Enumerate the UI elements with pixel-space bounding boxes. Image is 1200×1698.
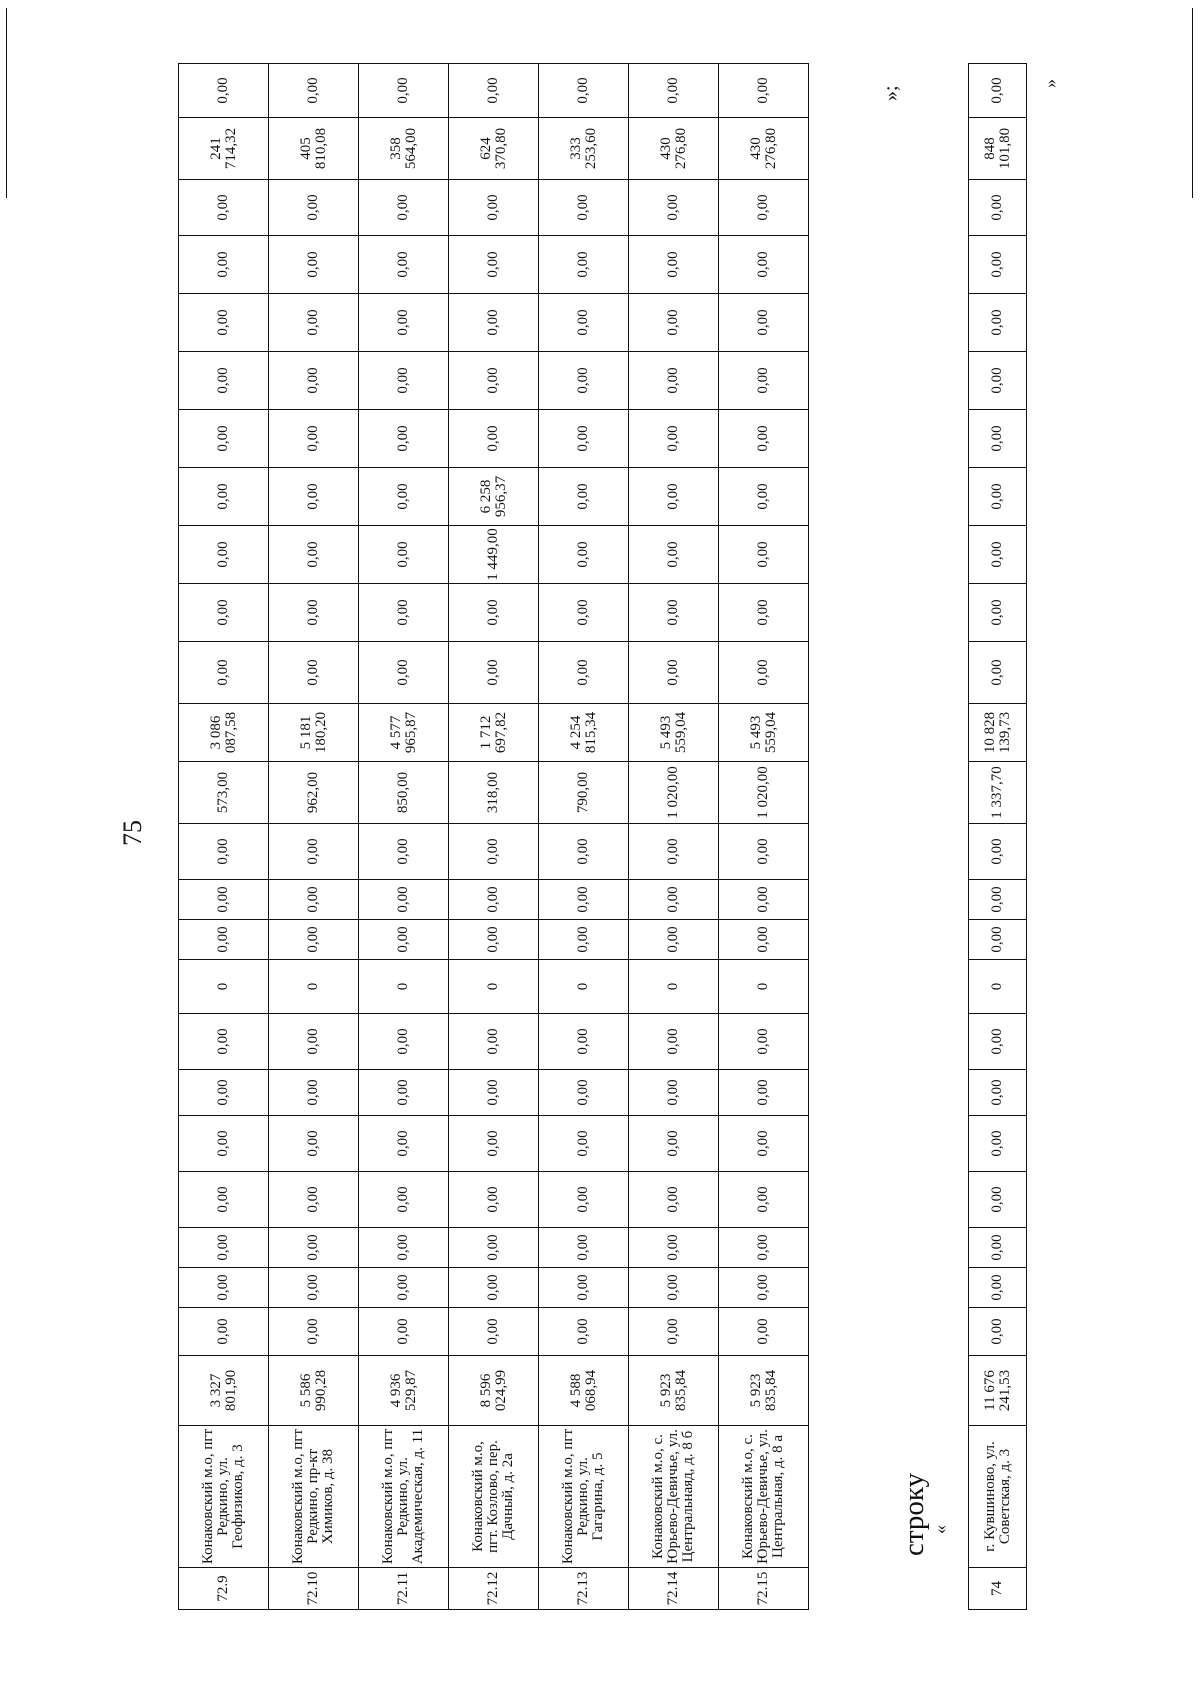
table-cell: 0,00 [359,1268,449,1308]
table-cell: 0,00 [539,642,629,704]
table-cell: 0,00 [629,1308,719,1356]
main-table [178,63,809,1610]
table-cell: 0,00 [269,920,359,960]
table-cell: 0,00 [359,294,449,352]
table-cell: 6 258 956,37 [449,468,539,526]
table-cell: 0,00 [269,1228,359,1268]
table-cell: 0,00 [719,236,809,294]
table-cell: 0,00 [629,352,719,410]
table-cell: 0,00 [359,352,449,410]
table-cell: 0,00 [449,1268,539,1308]
table-cell: 0,00 [629,526,719,584]
table-cell: 405 810,08 [269,118,359,180]
table-cell: 0,00 [629,642,719,704]
table-cell: 0,00 [629,410,719,468]
table-cell: 0,00 [179,236,269,294]
table-cell: 1 712 697,82 [449,704,539,762]
table-cell: 0,00 [629,468,719,526]
table-cell: 0,00 [449,1228,539,1268]
table-cell: 0,00 [179,64,269,118]
table-cell: 0,00 [539,236,629,294]
table-cell: 850,00 [359,762,449,824]
table-cell: 0,00 [719,920,809,960]
table-cell: 0,00 [629,1172,719,1228]
table-cell: 0,00 [539,1228,629,1268]
table-cell: 0,00 [969,468,1027,526]
table-cell: 1 449,00 [449,526,539,584]
table-cell: 0,00 [449,1172,539,1228]
table-cell: 0,00 [449,410,539,468]
table-cell: 5 493 559,04 [629,704,719,762]
table-cell: 0,00 [269,294,359,352]
table-cell: 0,00 [629,1228,719,1268]
table-cell: 8 596 024,99 [449,1356,539,1426]
row-address: Конаковский м.о, пгт Редкино, ул. Академическая, д. 11 [359,1426,449,1568]
table-cell: 0,00 [539,180,629,236]
table-cell: 5 923 835,84 [719,1356,809,1426]
table-cell: 0,00 [179,1228,269,1268]
table-cell: 0,00 [269,352,359,410]
table-cell: 0,00 [269,1070,359,1116]
table-cell: 0,00 [719,1172,809,1228]
table-cell: 0,00 [969,1070,1027,1116]
table-cell: 0,00 [269,526,359,584]
row-74-table-body [969,64,1027,1610]
table-cell: 0,00 [719,1228,809,1268]
table-cell: 0,00 [359,180,449,236]
row-address: Конаковский м.о, пгт. Козлово, пер. Дачный, д. 2а [449,1426,539,1568]
table-cell: 0,00 [179,352,269,410]
table-cell: 0,00 [719,352,809,410]
table-cell: 333 253,60 [539,118,629,180]
table-cell: 0,00 [359,236,449,294]
close-quote-2: » [1040,79,1060,88]
table-cell: 0,00 [179,880,269,920]
table-cell: 0,00 [359,468,449,526]
table-cell: 0,00 [179,180,269,236]
table-cell: 0,00 [969,880,1027,920]
table-cell: 0,00 [359,1308,449,1356]
table-cell: 0,00 [629,920,719,960]
table-cell: 0,00 [719,1070,809,1116]
table-cell: 0,00 [969,64,1027,118]
table-cell: 0,00 [719,1014,809,1070]
table-cell: 5 586 990,28 [269,1356,359,1426]
insert-row-label: строку [898,1472,930,1556]
table-row [359,64,449,1610]
table-cell: 0,00 [969,1172,1027,1228]
table-row [269,64,359,1610]
table-cell: 5 181 180,20 [269,704,359,762]
table-cell: 0 [719,960,809,1014]
table-cell: 0,00 [179,1014,269,1070]
table-cell: 0,00 [969,180,1027,236]
table-row [719,64,809,1610]
table-cell: 0,00 [969,642,1027,704]
table-cell: 0,00 [449,920,539,960]
table-cell: 0,00 [269,1172,359,1228]
table-cell: 0,00 [539,880,629,920]
table-cell: 624 370,80 [449,118,539,180]
row-address: Конаковский м.о, пгт Редкино, ул. Геофизиков, д. 3 [179,1426,269,1568]
table-row [969,64,1027,1610]
table-cell: 3 086 087,58 [179,704,269,762]
table-cell: 0,00 [269,1308,359,1356]
table-cell: 0,00 [969,236,1027,294]
table-cell: 0,00 [969,1228,1027,1268]
table-cell: 430 276,80 [719,118,809,180]
table-cell: 0,00 [629,1070,719,1116]
table-cell: 0,00 [269,410,359,468]
table-cell: 0,00 [629,1116,719,1172]
table-cell: 0,00 [269,468,359,526]
table-cell: 0,00 [539,1268,629,1308]
table-cell: 0,00 [449,642,539,704]
table-cell: 0,00 [629,294,719,352]
table-cell: 0,00 [359,1014,449,1070]
table-cell: 0,00 [969,352,1027,410]
table-cell: 0 [179,960,269,1014]
table-cell: 0,00 [539,1070,629,1116]
table-cell: 0,00 [179,294,269,352]
table-cell: 0,00 [359,1228,449,1268]
row-number: 72.14 [629,1568,719,1610]
table-cell: 0,00 [969,1308,1027,1356]
table-cell: 0,00 [969,1116,1027,1172]
table-cell: 4 936 529,87 [359,1356,449,1426]
table-cell: 0,00 [179,1172,269,1228]
table-cell: 0,00 [449,352,539,410]
table-cell: 0,00 [359,920,449,960]
table-cell: 0,00 [269,236,359,294]
table-cell: 1 337,70 [969,762,1027,824]
row-number: 72.15 [719,1568,809,1610]
table-cell: 0,00 [449,1070,539,1116]
row-74-table [968,63,1027,1610]
table-cell: 10 828 139,73 [969,704,1027,762]
table-cell: 0,00 [179,642,269,704]
table-cell: 0,00 [719,468,809,526]
row-number: 72.9 [179,1568,269,1610]
row-address: Конаковский м.о, с. Юрьево-Девичье, ул. Центральнаяд, д. 8 б [629,1426,719,1568]
table-cell: 4 588 068,94 [539,1356,629,1426]
table-cell: 0,00 [449,64,539,118]
table-cell: 0,00 [969,294,1027,352]
main-table-body [179,64,809,1610]
table-cell: 0,00 [449,1014,539,1070]
table-cell: 0,00 [719,180,809,236]
table-cell: 0 [629,960,719,1014]
table-cell: 0,00 [179,920,269,960]
table-cell: 0,00 [719,526,809,584]
table-cell: 573,00 [179,762,269,824]
table-cell: 0,00 [539,1308,629,1356]
top-right-rule [6,8,7,198]
row-address: г. Кувшиново, ул. Советская, д. 3 [969,1426,1027,1568]
row-number: 72.12 [449,1568,539,1610]
table-cell: 0,00 [629,824,719,880]
table-cell: 0 [449,960,539,1014]
table-cell: 0,00 [359,1070,449,1116]
table-cell: 0,00 [449,294,539,352]
table-cell: 0,00 [539,64,629,118]
table-cell: 0,00 [359,880,449,920]
table-cell: 962,00 [269,762,359,824]
table-cell: 0,00 [969,526,1027,584]
table-cell: 0,00 [359,410,449,468]
row-address: Конаковский м.о, пгт Редкино, ул. Гагарина, д. 5 [539,1426,629,1568]
table-row [629,64,719,1610]
table-cell: 0,00 [539,294,629,352]
table-cell: 0,00 [969,1014,1027,1070]
table-cell: 0,00 [719,824,809,880]
table-cell: 0,00 [449,880,539,920]
table-cell: 11 676 241,53 [969,1356,1027,1426]
table-cell: 0,00 [179,526,269,584]
table-cell: 0,00 [359,1116,449,1172]
table-cell: 0,00 [719,294,809,352]
row-address: Конаковский м.о, пгт Редкино, пр-кт Химиков, д. 38 [269,1426,359,1568]
table-cell: 0,00 [719,1308,809,1356]
table-cell: 5 493 559,04 [719,704,809,762]
table-cell: 0,00 [539,410,629,468]
table-cell: 0 [359,960,449,1014]
table-cell: 0,00 [269,824,359,880]
row-number: 72.13 [539,1568,629,1610]
table-cell: 0,00 [449,1308,539,1356]
row-number: 74 [969,1568,1027,1610]
table-cell: 0,00 [539,920,629,960]
table-cell: 0,00 [969,1268,1027,1308]
table-cell: 0,00 [539,468,629,526]
table-cell: 0,00 [449,1116,539,1172]
table-cell: 4 577 965,87 [359,704,449,762]
table-cell: 0,00 [629,880,719,920]
table-cell: 0 [969,960,1027,1014]
table-cell: 0 [269,960,359,1014]
table-cell: 0,00 [269,1268,359,1308]
table-row [449,64,539,1610]
table-cell: 0,00 [179,1070,269,1116]
table-cell: 0,00 [629,1268,719,1308]
table-cell: 0,00 [359,824,449,880]
table-cell: 0,00 [629,1014,719,1070]
table-cell: 0,00 [629,584,719,642]
table-cell: 0,00 [969,920,1027,960]
table-cell: 0,00 [449,236,539,294]
table-cell: 0,00 [629,236,719,294]
table-cell: 0,00 [449,584,539,642]
table-cell: 0,00 [179,1116,269,1172]
table-cell: 0,00 [719,64,809,118]
table-cell: 0,00 [539,352,629,410]
table-cell: 0,00 [179,468,269,526]
table-cell: 0,00 [969,584,1027,642]
table-cell: 5 923 835,84 [629,1356,719,1426]
table-cell: 0 [539,960,629,1014]
table-row [539,64,629,1610]
table-cell: 0,00 [539,526,629,584]
table-cell: 0,00 [269,642,359,704]
table-cell: 4 254 815,34 [539,704,629,762]
table-cell: 0,00 [449,824,539,880]
table-cell: 848 101,80 [969,118,1027,180]
page-number: 75 [118,820,147,846]
table-cell: 0,00 [359,584,449,642]
table-cell: 0,00 [269,880,359,920]
table-cell: 0,00 [269,584,359,642]
table-cell: 0,00 [269,64,359,118]
table-cell: 0,00 [719,410,809,468]
table-cell: 790,00 [539,762,629,824]
table-cell: 430 276,80 [629,118,719,180]
table-cell: 0,00 [179,824,269,880]
table-cell: 0,00 [539,1172,629,1228]
bottom-right-rule [1192,8,1193,198]
row-number: 72.10 [269,1568,359,1610]
row-number: 72.11 [359,1568,449,1610]
table-cell: 0,00 [269,1014,359,1070]
table-cell: 0,00 [359,526,449,584]
table-cell: 0,00 [179,410,269,468]
table-cell: 1 020,00 [719,762,809,824]
table-row [179,64,269,1610]
table-cell: 0,00 [359,64,449,118]
table-cell: 241 714,32 [179,118,269,180]
table-cell: 0,00 [969,824,1027,880]
table-cell: 0,00 [539,1014,629,1070]
open-quote: « [930,1525,950,1534]
table-cell: 0,00 [359,1172,449,1228]
table-cell: 0,00 [179,1308,269,1356]
table-cell: 0,00 [719,642,809,704]
table-cell: 0,00 [719,1268,809,1308]
close-quote: »; [880,85,902,101]
table-cell: 0,00 [359,642,449,704]
table-cell: 0,00 [179,584,269,642]
table-cell: 0,00 [449,180,539,236]
table-cell: 0,00 [719,1116,809,1172]
table-cell: 0,00 [719,880,809,920]
table-cell: 0,00 [179,1268,269,1308]
table-cell: 318,00 [449,762,539,824]
table-cell: 0,00 [539,1116,629,1172]
table-cell: 0,00 [629,64,719,118]
table-cell: 0,00 [969,410,1027,468]
table-cell: 0,00 [719,584,809,642]
table-cell: 0,00 [539,584,629,642]
table-cell: 0,00 [539,824,629,880]
row-address: Конаковский м.о, с. Юрьево-Девичье, ул. Центральная, д. 8 а [719,1426,809,1568]
table-cell: 3 327 801,90 [179,1356,269,1426]
table-cell: 0,00 [269,1116,359,1172]
table-cell: 358 564,00 [359,118,449,180]
table-cell: 0,00 [629,180,719,236]
table-cell: 0,00 [269,180,359,236]
table-cell: 1 020,00 [629,762,719,824]
